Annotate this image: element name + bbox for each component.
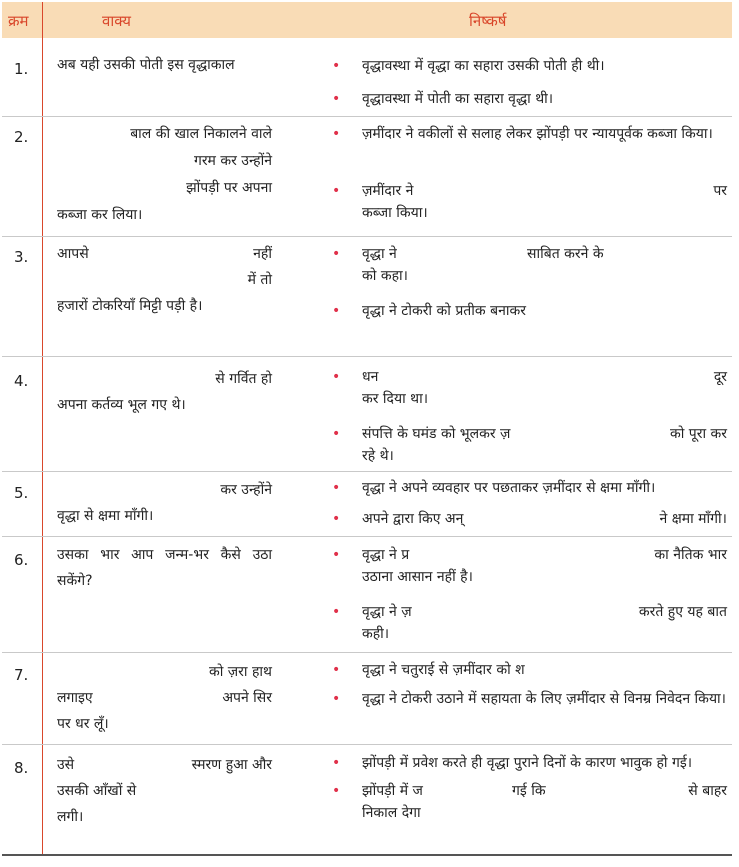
conclusion-point xyxy=(332,780,727,824)
row-sentence xyxy=(57,542,272,594)
point-segment: का नैतिक भार xyxy=(654,547,727,563)
point-segment: संपत्ति के घमंड को भूलकर ज़ xyxy=(362,426,511,442)
point-text: वृद्धावस्था में वृद्धा का सहारा उसकी पोती ही थी। xyxy=(362,58,605,74)
sentence-line: में तो xyxy=(247,272,272,288)
bullet-icon: • xyxy=(332,662,341,678)
sentence-line: अपना कर्तव्य भूल गए थे। xyxy=(57,397,186,413)
bullet-icon: • xyxy=(332,91,341,107)
point-segment: निकाल देगा xyxy=(362,805,421,821)
sentence-line: को ज़रा हाथ xyxy=(208,664,272,680)
row-divider xyxy=(2,744,732,745)
point-segment: उठाना आसान नहीं है। xyxy=(362,569,473,585)
row-divider xyxy=(2,236,732,237)
row-sentence xyxy=(57,752,272,830)
row-number: 8. xyxy=(14,759,29,777)
bullet-icon: • xyxy=(332,755,341,771)
row-sentence xyxy=(57,52,272,78)
bullet-icon: • xyxy=(332,126,341,142)
bullet-icon: • xyxy=(332,511,341,527)
sentence-line: लगी। xyxy=(57,809,84,825)
point-segment: दूर xyxy=(713,369,727,385)
sentence-line: हजारों टोकरियाँ मिट्टी पड़ी है। xyxy=(57,298,203,314)
row-number: 7. xyxy=(14,666,29,684)
point-segment: झोंपड़ी में ज xyxy=(362,783,423,799)
row-divider xyxy=(2,116,732,117)
sentence-line: नहीं xyxy=(253,246,272,262)
row-number: 6. xyxy=(14,551,29,569)
bullet-icon: • xyxy=(332,691,341,707)
conclusion-point xyxy=(332,477,727,499)
point-text xyxy=(362,780,727,824)
point-segment: करते हुए यह बात xyxy=(638,604,727,620)
point-segment: को कहा। xyxy=(362,268,408,284)
bullet-icon: • xyxy=(332,547,341,563)
row-number: 1. xyxy=(14,60,29,78)
conclusion-point xyxy=(332,243,727,287)
point-text: वृद्धावस्था में पोती का सहारा वृद्धा थी। xyxy=(362,91,554,107)
sentence-line: से गर्वित हो xyxy=(215,371,272,387)
sentence-line: बाल की खाल निकालने वाले xyxy=(130,126,272,142)
point-segment: वृद्धा ने प्र xyxy=(362,547,410,563)
sentence-line: झोंपड़ी पर अपना xyxy=(186,180,272,196)
point-text xyxy=(362,508,727,530)
point-text xyxy=(362,366,727,410)
conclusion-point xyxy=(332,752,727,774)
point-segment: अपने द्वारा किए अन् xyxy=(362,511,464,527)
sentence-line: कब्जा कर लिया। xyxy=(57,207,143,223)
conclusion-point xyxy=(332,601,727,645)
point-text: वृद्धा ने टोकरी को प्रतीक बनाकर xyxy=(362,303,526,319)
row-sentence xyxy=(57,121,272,229)
point-segment: को पूरा कर xyxy=(669,426,727,442)
point-segment: वृद्धा ने ज़ xyxy=(362,604,412,620)
conclusion-point xyxy=(332,300,727,322)
row-number: 5. xyxy=(14,484,29,502)
row-divider xyxy=(2,356,732,357)
bullet-icon: • xyxy=(332,604,341,620)
point-text xyxy=(362,423,727,467)
row-number: 3. xyxy=(14,248,29,266)
row-number: 4. xyxy=(14,372,29,390)
header-sentence: वाक्य xyxy=(102,12,131,30)
point-segment: धन xyxy=(362,369,379,385)
sentence-line: स्मरण हुआ और xyxy=(191,757,272,773)
table-bottom-border xyxy=(2,854,732,856)
conclusion-point xyxy=(332,544,727,588)
sentence-line: उसका भार आप जन्म-भर कैसे उठा xyxy=(57,547,272,563)
point-segment: रहे थे। xyxy=(362,448,394,464)
point-segment: ज़मींदार ने xyxy=(362,183,414,199)
sentence-line: वृद्धा से क्षमा माँगी। xyxy=(57,508,154,524)
point-text xyxy=(362,601,727,645)
point-segment: कही। xyxy=(362,626,390,642)
point-text xyxy=(362,180,727,224)
bullet-icon: • xyxy=(332,426,341,442)
bullet-icon: • xyxy=(332,369,341,385)
bullet-icon: • xyxy=(332,246,341,262)
column-divider xyxy=(42,2,43,856)
sentence-line: सकेंगे? xyxy=(57,573,93,589)
bullet-icon: • xyxy=(332,183,341,199)
sentence-line: आपसे xyxy=(57,246,89,262)
bullet-icon: • xyxy=(332,480,341,496)
conclusion-point xyxy=(332,423,727,467)
conclusion-point xyxy=(332,55,727,77)
point-text: वृद्धा ने चतुराई से ज़मींदार को श xyxy=(362,662,525,678)
point-text xyxy=(362,544,727,588)
point-segment: कर दिया था। xyxy=(362,391,429,407)
point-text: झोंपड़ी में प्रवेश करते ही वृद्धा पुराने दिनों के कारण भावुक हो गई। xyxy=(362,755,693,771)
point-text: वृद्धा ने अपने व्यवहार पर पछताकर ज़मींदार से क्षमा माँगी। xyxy=(362,480,656,496)
row-divider xyxy=(2,652,732,653)
header-conclusion: निष्कर्ष xyxy=(469,12,507,30)
point-segment: कब्जा किया। xyxy=(362,205,428,221)
conclusion-point xyxy=(332,88,727,110)
bullet-icon: • xyxy=(332,303,341,319)
row-divider xyxy=(2,536,732,537)
point-text: वृद्धा ने टोकरी उठाने में सहायता के लिए ज़मींदार से विनम्र निवेदन किया। xyxy=(362,691,726,707)
point-text: ज़मींदार ने वकीलों से सलाह लेकर झोंपड़ी पर न्यायपूर्वक कब्जा किया। xyxy=(362,126,713,142)
sentence-line: लगाइए xyxy=(57,690,93,706)
row-divider xyxy=(2,471,732,472)
conclusion-point xyxy=(332,180,727,224)
sentence-line: उसे xyxy=(57,757,75,773)
point-segment: से बाहर xyxy=(688,783,727,799)
header-serial: क्रम xyxy=(8,12,29,30)
conclusion-point xyxy=(332,366,727,410)
sentence-line: गरम कर उन्होंने xyxy=(193,153,272,169)
bullet-icon: • xyxy=(332,58,341,74)
point-text xyxy=(362,243,727,287)
row-sentence xyxy=(57,477,272,529)
conclusion-point xyxy=(332,508,727,530)
bullet-icon: • xyxy=(332,783,341,799)
sentence-line: अपने सिर xyxy=(222,690,272,706)
conclusion-point xyxy=(332,659,727,681)
conclusion-point xyxy=(332,123,727,145)
sentence-line: कर उन्होंने xyxy=(220,482,272,498)
sentence-line: उसकी आँखों से xyxy=(57,783,137,799)
row-sentence xyxy=(57,366,272,418)
point-segment: ने क्षमा माँगी। xyxy=(659,511,727,527)
sentence-line: पर धर लूँ। xyxy=(57,716,109,732)
table-header xyxy=(2,2,732,38)
row-sentence xyxy=(57,241,272,319)
row-sentence xyxy=(57,659,272,737)
point-segment: गई कि xyxy=(512,783,546,799)
point-segment: वृद्धा ने xyxy=(362,246,397,262)
sentence-line: अब यही उसकी पोती इस वृद्धाकाल xyxy=(57,57,235,73)
point-segment: पर xyxy=(713,183,727,199)
row-number: 2. xyxy=(14,128,29,146)
point-segment: साबित करने के xyxy=(527,246,604,262)
conclusion-point xyxy=(332,688,727,710)
